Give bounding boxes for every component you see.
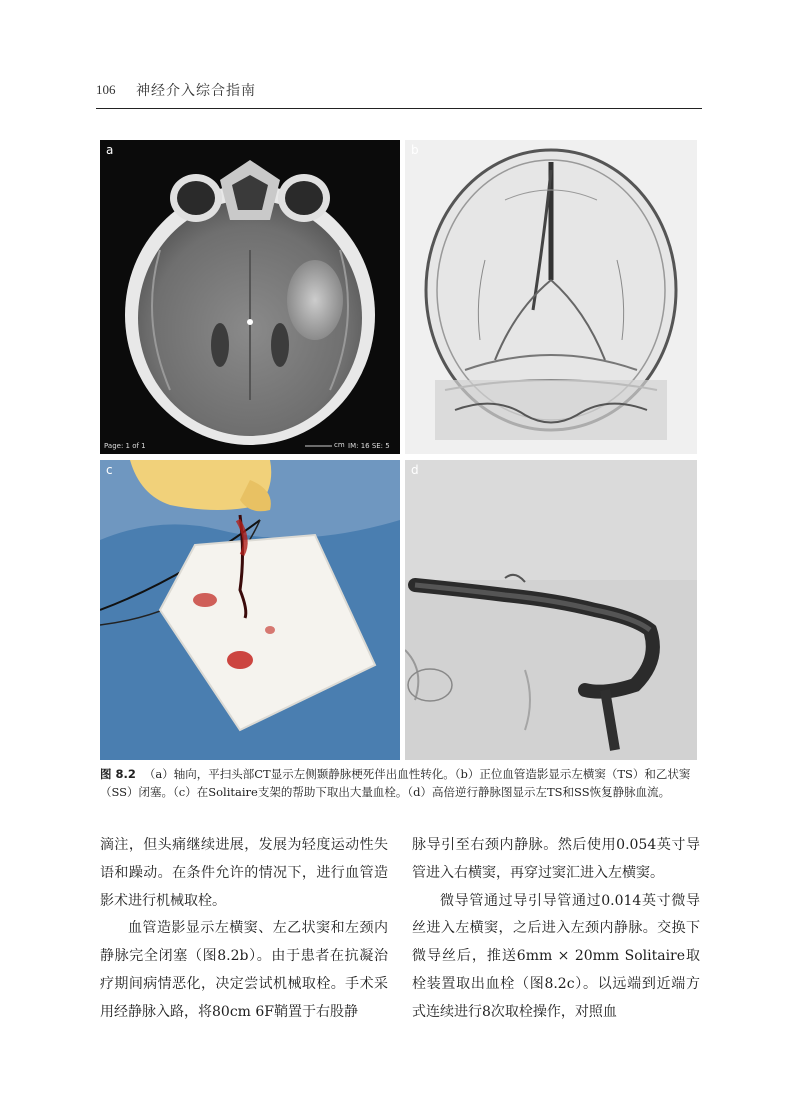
thrombus-photo bbox=[100, 460, 400, 760]
panel-label-a: a bbox=[106, 143, 114, 157]
caption-label: 图 8.2 bbox=[100, 767, 136, 781]
angiogram-ap-image bbox=[405, 140, 697, 454]
figure-panel-c bbox=[100, 460, 400, 760]
figure-panel-d bbox=[405, 460, 697, 760]
paragraph: 滴注，但头痛继续进展，发展为轻度运动性失语和躁动。在条件允许的情况下，进行血管造影术进行机械取栓。 bbox=[100, 837, 388, 909]
panel-label-d: d bbox=[411, 463, 419, 477]
paragraph: 微导管通过导引导管通过0.014英寸微导丝进入左横窦，之后进入左颈内静脉。交换下微导丝后，推送6mm × 20mm Solitaire取栓装置取出血栓（图8.2c）。以远端到近端方式连续进行8次取栓操作，对照血 bbox=[412, 892, 700, 1020]
caption-text: （a）轴向，平扫头部CT显示左侧颞静脉梗死伴出血性转化。（b）正位血管造影显示左横窦（TS）和乙状窦（SS）闭塞。（c）在Solitaire支架的帮助下取出大量血栓。（d）高倍逆行静脉图显示左TS和SS恢复静脉血流。 bbox=[100, 767, 691, 799]
figure-caption bbox=[100, 765, 700, 801]
body-column-right bbox=[412, 832, 700, 1027]
paragraph: 脉导引至右颈内静脉。然后使用0.054英寸导管进入右横窦，再穿过窦汇进入左横窦。 bbox=[412, 837, 700, 881]
panel-label-c: c bbox=[106, 463, 113, 477]
figure-panel-a bbox=[100, 140, 400, 454]
ct-image-index: IM: 16 SE: 5 bbox=[348, 442, 390, 450]
figure-panel-b bbox=[405, 140, 697, 454]
venogram-image bbox=[405, 460, 697, 760]
page-number: 106 bbox=[96, 82, 116, 97]
page-header bbox=[96, 78, 702, 109]
ct-page-indicator: Page: 1 of 1 bbox=[104, 442, 146, 450]
panel-label-b: b bbox=[411, 143, 419, 157]
ct-scale-unit: cm bbox=[334, 441, 345, 449]
ct-scan-image bbox=[100, 140, 400, 454]
body-column-left bbox=[100, 832, 388, 1027]
paragraph: 血管造影显示左横窦、左乙状窦和左颈内静脉完全闭塞（图8.2b）。由于患者在抗凝治疗期间病情恶化，决定尝试机械取栓。手术采用经静脉入路，将80cm 6F鞘置于右股静 bbox=[100, 920, 388, 1020]
running-title: 神经介入综合指南 bbox=[136, 83, 256, 99]
